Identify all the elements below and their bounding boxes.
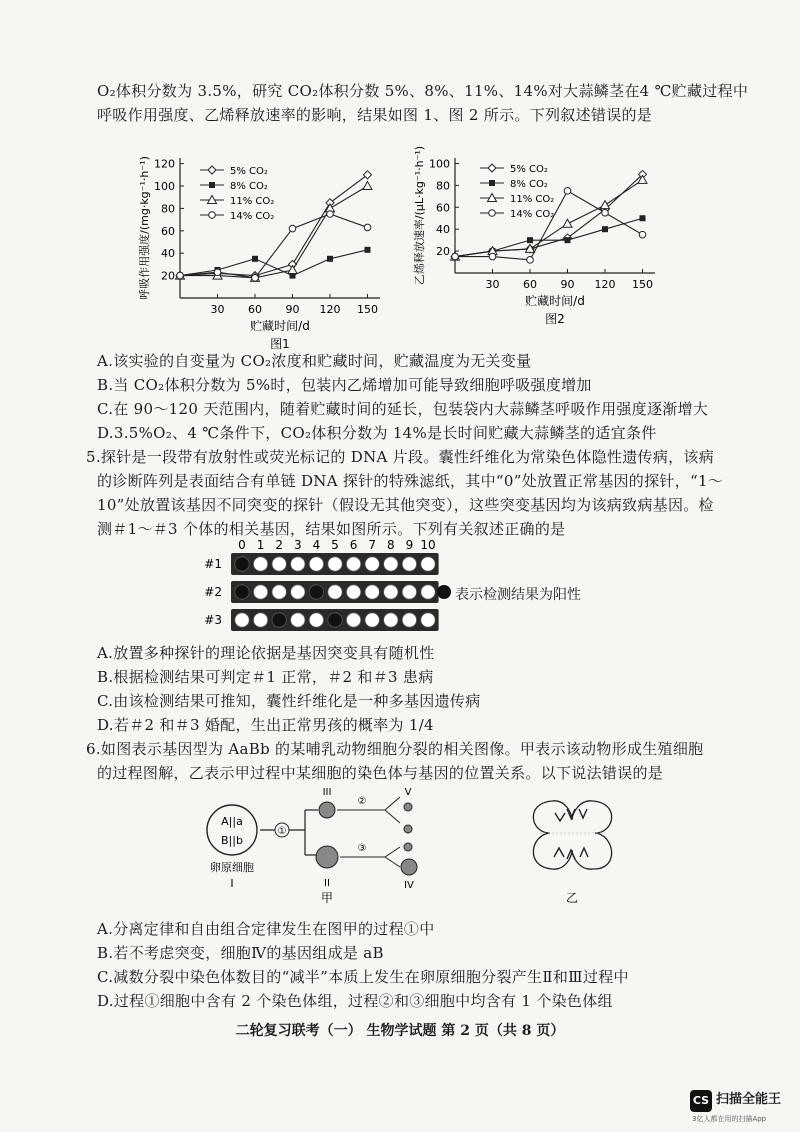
q6-option-c: C.减数分裂中染色体数目的“减半”本质上发生在卵原细胞分裂产生Ⅱ和Ⅲ过程中 xyxy=(97,968,629,986)
roman-label-i: I xyxy=(230,877,234,890)
probe-legend-text: 表示检测结果为阳性 xyxy=(455,587,581,603)
probe-number: 6 xyxy=(349,538,358,552)
q6-option-b: B.若不考虑突变，细胞Ⅳ的基因组成是 aB xyxy=(97,944,384,962)
camscanner-tagline: 3亿人都在用的扫描App xyxy=(692,1115,767,1123)
chart1-data-point xyxy=(177,272,184,279)
probe-dot-negative xyxy=(309,557,323,571)
chart1-ytick-label: 100 xyxy=(154,180,175,193)
figure-jia-label: 甲 xyxy=(320,891,334,905)
chart2-legend-marker xyxy=(489,180,495,186)
probe-dot-positive xyxy=(309,585,323,599)
process-3-label: ③ xyxy=(357,843,367,854)
q4-stem-line1: O₂体积分数为 3.5%，研究 CO₂体积分数 5%、8%、11%、14%对大蒜鳞茎在4 ℃贮藏过程中 xyxy=(97,82,749,100)
chart1-series-line xyxy=(180,175,368,276)
cell-gene-top: A||a xyxy=(221,815,243,828)
probe-dot-negative xyxy=(291,585,305,599)
camscanner-name: 扫描全能王 xyxy=(716,1092,782,1107)
q4-option-b: B.当 CO₂体积分数为 5%时，包装内乙烯增加可能导致细胞呼吸强度增加 xyxy=(97,376,592,394)
probe-number: 4 xyxy=(312,538,321,552)
q5-stem-line4: 测＃1～＃3 个体的相关基因，结果如图所示。下列有关叙述正确的是 xyxy=(97,520,566,538)
q5-stem-line1: 5.探针是一段带有放射性或荧光标记的 DNA 片段。囊性纤维化为常染色体隐性遗传病，该病 xyxy=(86,448,715,466)
q4-option-c: C.在 90～120 天范围内，随着贮藏时间的延长，包装袋内大蒜鳞茎呼吸作用强度逐渐增大 xyxy=(97,400,709,418)
chart2-data-point xyxy=(527,257,534,264)
probe-array-figure xyxy=(0,530,800,640)
chart1-legend-label: 14% CO₂ xyxy=(230,211,275,222)
chart1-legend-marker xyxy=(208,166,216,174)
probe-dot-negative xyxy=(346,585,360,599)
chart1-legend-label: 8% CO₂ xyxy=(230,181,268,192)
chart2-data-point xyxy=(527,237,533,243)
process-2-fork-up xyxy=(385,797,400,810)
probe-dot-negative xyxy=(421,585,435,599)
probe-number: 5 xyxy=(331,538,339,552)
probe-dot-positive xyxy=(235,557,249,571)
probe-number: 10 xyxy=(420,538,436,552)
probe-dot-negative xyxy=(346,613,360,627)
chart2-ytick-label: 20 xyxy=(436,245,450,259)
probe-dot-negative xyxy=(235,613,249,627)
chart1-data-point xyxy=(252,275,259,282)
probe-dot-negative xyxy=(384,557,398,571)
probe-dot-positive xyxy=(272,613,286,627)
probe-dot-negative xyxy=(291,613,305,627)
probe-dot-negative xyxy=(328,585,342,599)
probe-number: 8 xyxy=(386,538,395,552)
probe-dot-positive xyxy=(328,613,342,627)
roman-label-iv: IV xyxy=(404,880,414,891)
page-footer: 二轮复习联考（一） 生物学试题 第 2 页（共 8 页） xyxy=(235,1023,565,1039)
chart2-data-point xyxy=(601,201,610,209)
chart1-data-point xyxy=(327,256,333,262)
q5-option-d: D.若＃2 和＃3 婚配，生出正常男孩的概率为 1/4 xyxy=(97,716,434,734)
chart1-data-point xyxy=(252,256,258,262)
chart1-title: 图1 xyxy=(270,337,290,351)
roman-label-iii: III xyxy=(322,787,332,798)
probe-dot-negative xyxy=(291,557,305,571)
chart2-title: 图2 xyxy=(545,312,565,326)
chart2-legend-label: 14% CO₂ xyxy=(510,209,555,220)
chart2-data-point xyxy=(638,175,647,183)
chart2-xtick-label: 30 xyxy=(485,278,500,291)
chart1-data-point xyxy=(364,171,372,179)
chart2-legend-label: 11% CO₂ xyxy=(510,194,555,205)
probe-dot-negative xyxy=(384,613,398,627)
cell-gene-bottom: B||b xyxy=(221,834,243,847)
cell-iv xyxy=(401,859,417,875)
chart2-data-point xyxy=(565,237,571,243)
probe-dot-negative xyxy=(272,557,286,571)
chart2-ytick-label: 40 xyxy=(436,223,450,237)
process-3-fork-up xyxy=(385,847,400,857)
q4-option-a: A.该实验的自变量为 CO₂浓度和贮藏时间，贮藏温度为无关变量 xyxy=(97,352,532,370)
chart1-legend-label: 5% CO₂ xyxy=(230,166,268,177)
meiosis-figure xyxy=(0,785,800,915)
chart1-data-point xyxy=(364,224,371,231)
chart2-data-point xyxy=(489,253,496,260)
cell-ii xyxy=(316,846,338,868)
chart2-data-point xyxy=(602,209,609,216)
chart1-xtick-label: 150 xyxy=(357,303,378,316)
q5-stem-line2: 的诊断阵列是表面结合有单链 DNA 探针的特殊滤纸，其中“0”处放置正常基因的探针，“1～ xyxy=(97,472,724,490)
chart2-data-point xyxy=(602,226,608,232)
probe-row-label: #1 xyxy=(204,557,222,571)
probe-number: 2 xyxy=(275,538,284,552)
oogonium-cell xyxy=(207,805,257,855)
q4-option-d: D.3.5%O₂、4 ℃条件下，CO₂体积分数为 14%是长时间贮藏大蒜鳞茎的适宜条件 xyxy=(97,424,657,442)
chart2-legend-label: 5% CO₂ xyxy=(510,164,548,175)
chart2-y-label: 乙烯释放速率/(μL·kg⁻¹·h⁻¹) xyxy=(413,145,426,286)
probe-dot-negative xyxy=(328,557,342,571)
chart1-xtick-label: 30 xyxy=(210,303,225,316)
chart2-x-label: 贮藏时间/d xyxy=(525,294,585,308)
chart1-xtick-label: 90 xyxy=(285,303,300,316)
chart1-ytick-label: 60 xyxy=(161,224,175,238)
legend-positive-dot xyxy=(437,585,451,599)
q5-option-c: C.由该检测结果可推知，囊性纤维化是一种多基因遗传病 xyxy=(97,692,481,710)
probe-dot-negative xyxy=(384,585,398,599)
q4-stem-line2: 呼吸作用强度、乙烯释放速率的影响，结果如图 1、图 2 所示。下列叙述错误的是 xyxy=(97,106,653,124)
chart1-data-point xyxy=(327,211,334,218)
roman-label-ii: II xyxy=(324,878,330,889)
probe-dot-negative xyxy=(346,557,360,571)
chart2-xtick-label: 150 xyxy=(632,278,653,291)
q5-option-b: B.根据检测结果可判定＃1 正常，＃2 和＃3 患病 xyxy=(97,668,434,686)
oogonium-label: 卵原细胞 xyxy=(210,861,254,874)
chart2-legend-marker xyxy=(489,210,496,217)
process-2-fork-down xyxy=(385,810,400,823)
chart1-data-point xyxy=(365,247,371,253)
chart2-series-line xyxy=(455,218,643,256)
process-3-fork-down xyxy=(385,857,400,867)
chart1-y-label: 呼吸作用强度/(mg·kg⁻¹·h⁻¹) xyxy=(138,156,151,300)
chart1-ytick-label: 120 xyxy=(154,157,175,171)
polar-body xyxy=(404,843,412,851)
probe-dot-negative xyxy=(402,557,416,571)
probe-number: 0 xyxy=(238,538,246,552)
probe-row-label: #2 xyxy=(204,585,222,599)
chart1-xtick-label: 60 xyxy=(248,303,262,316)
q5-option-a: A.放置多种探针的理论依据是基因突变具有随机性 xyxy=(97,644,435,662)
chart1-ytick-label: 40 xyxy=(161,247,175,261)
probe-row-label: #3 xyxy=(204,613,222,627)
chart2-xtick-label: 120 xyxy=(594,278,616,291)
chart2-data-point xyxy=(563,219,572,227)
probe-number: 1 xyxy=(256,538,265,552)
probe-dot-negative xyxy=(309,613,323,627)
q6-stem-line2: 的过程图解，乙表示甲过程中某细胞的染色体与基因的位置关系。以下说法错误的是 xyxy=(97,764,664,782)
chart1-ytick-label: 80 xyxy=(161,202,175,216)
q5-stem-line3: 10”处放置该基因不同突变的探针（假设无其他突变），这些突变基因均为该病致病基因。检 xyxy=(97,496,714,514)
chart2-ytick-label: 60 xyxy=(436,201,450,215)
probe-dot-negative xyxy=(421,613,435,627)
chart2-xtick-label: 90 xyxy=(560,278,575,291)
figure-yi-label: 乙 xyxy=(565,891,579,905)
figure-yi-cell xyxy=(533,801,611,869)
camscanner-logo: CS xyxy=(690,1090,712,1112)
probe-dot-negative xyxy=(421,557,435,571)
probe-dot-negative xyxy=(253,585,267,599)
chart2-legend-label: 8% CO₂ xyxy=(510,179,548,190)
chart1-legend-marker xyxy=(209,212,216,219)
probe-dot-negative xyxy=(253,557,267,571)
cell-v-upper xyxy=(404,803,412,811)
probe-number: 3 xyxy=(293,538,302,552)
process-2-label: ② xyxy=(357,796,367,807)
probe-dot-negative xyxy=(365,585,379,599)
cell-iii xyxy=(319,802,335,818)
chart2-ytick-label: 100 xyxy=(429,157,450,171)
q6-stem-line1: 6.如图表示基因型为 AaBb 的某哺乳动物细胞分裂的相关图像。甲表示该动物形成生殖细胞 xyxy=(86,740,704,758)
probe-dot-negative xyxy=(272,585,286,599)
chart2-xtick-label: 60 xyxy=(523,278,537,291)
cell-v-lower xyxy=(404,825,412,833)
probe-dot-negative xyxy=(365,613,379,627)
probe-dot-negative xyxy=(253,613,267,627)
chart1-xtick-label: 120 xyxy=(319,303,341,316)
chart1-ytick-label: 20 xyxy=(161,269,175,283)
chart2-data-point xyxy=(639,231,646,238)
probe-dot-positive xyxy=(235,585,249,599)
chart1-legend-marker xyxy=(209,182,215,188)
chart2-data-point xyxy=(452,253,459,260)
chart2-legend-marker xyxy=(488,164,496,172)
roman-label-v: V xyxy=(404,787,412,798)
probe-number: 7 xyxy=(368,538,377,552)
process-1-label: ① xyxy=(277,826,287,837)
probe-dot-negative xyxy=(402,585,416,599)
q6-option-a: A.分离定律和自由组合定律发生在图甲的过程①中 xyxy=(97,920,435,938)
chart2-data-point xyxy=(640,215,646,221)
chart1-legend-label: 11% CO₂ xyxy=(230,196,275,207)
probe-dot-negative xyxy=(365,557,379,571)
chart2-ytick-label: 80 xyxy=(436,179,450,193)
chart1-x-label: 贮藏时间/d xyxy=(250,319,310,333)
q6-option-d: D.过程①细胞中含有 2 个染色体组，过程②和③细胞中均含有 1 个染色体组 xyxy=(97,992,613,1010)
probe-dot-negative xyxy=(402,613,416,627)
chart1-data-point xyxy=(289,225,296,232)
probe-number: 9 xyxy=(405,538,414,552)
chart1-data-point xyxy=(288,266,297,274)
chart1-series-line xyxy=(180,214,368,278)
chart2-data-point xyxy=(564,188,571,195)
chart1-data-point xyxy=(214,269,221,276)
chart1-data-point xyxy=(363,182,372,190)
